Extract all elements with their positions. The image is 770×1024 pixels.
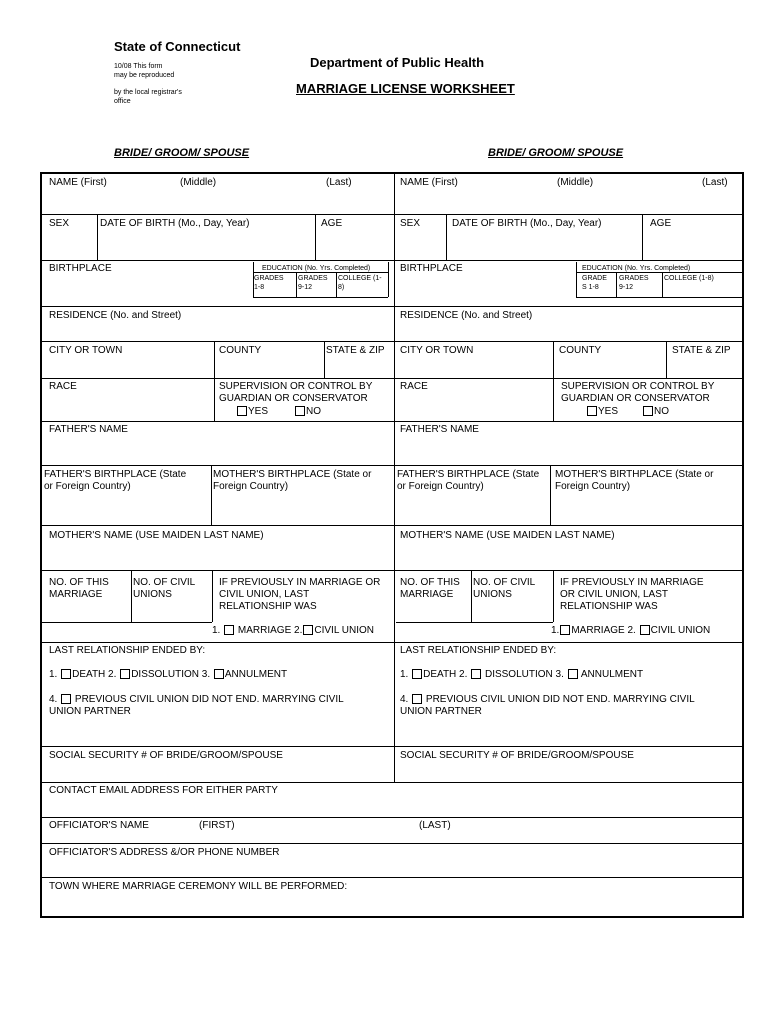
dissolution-label: DISSOLUTION 3. xyxy=(484,669,564,680)
annulment-label: ANNULMENT xyxy=(580,669,644,680)
father-birthplace-label: FATHER'S BIRTHPLACE (State xyxy=(44,469,187,480)
race-label: RACE xyxy=(49,381,77,392)
cell-line xyxy=(553,570,554,622)
father-birthplace-label: or Foreign Country) xyxy=(397,481,484,492)
marriage-checkbox[interactable] xyxy=(224,625,234,635)
row-line xyxy=(40,570,744,571)
state-zip-label: STATE & ZIP xyxy=(326,345,385,356)
cell-line xyxy=(40,622,212,623)
no-checkbox[interactable] xyxy=(643,406,653,416)
sex-label: SEX xyxy=(400,218,421,229)
option-number: 1. xyxy=(551,625,560,636)
supervision-yes-option[interactable] xyxy=(236,406,268,418)
cell-line xyxy=(396,622,553,623)
supervision-label: GUARDIAN OR CONSERVATOR xyxy=(561,393,710,404)
cell-line xyxy=(388,262,389,297)
cell-line xyxy=(642,214,643,260)
previous-relationship-label: IF PREVIOUSLY IN MARRIAGE OR xyxy=(219,577,381,588)
civil-union-label: CIVIL UNION xyxy=(314,625,375,636)
grades-1-8-label: GRADE xyxy=(582,275,607,282)
name-middle-label: (Middle) xyxy=(180,177,217,188)
cell-line xyxy=(616,272,617,297)
college-label: 8) xyxy=(338,284,345,291)
cell-line xyxy=(211,465,212,525)
reproduction-note: may be reproduced xyxy=(114,72,175,79)
marriage-label: MARRIAGE 2. xyxy=(571,625,636,636)
registrar-note: by the local registrar's xyxy=(114,89,182,96)
cell-line xyxy=(336,272,337,297)
cell-line xyxy=(576,262,577,297)
mother-birthplace-label: Foreign Country) xyxy=(555,481,631,492)
name-first-label: NAME (First) xyxy=(400,177,458,188)
college-label: COLLEGE (1-8) xyxy=(664,275,714,282)
previous-civil-union-checkbox[interactable] xyxy=(412,694,422,704)
no-civil-unions-label: NO. OF CIVIL xyxy=(133,577,196,588)
previous-civil-union-option xyxy=(400,694,695,706)
row-line xyxy=(40,306,744,307)
cell-line xyxy=(324,341,325,378)
cell-line xyxy=(446,214,447,260)
cell-line xyxy=(212,570,213,622)
civil-union-checkbox[interactable] xyxy=(303,625,313,635)
no-civil-unions-label: UNIONS xyxy=(473,589,512,600)
previous-civil-union-option xyxy=(49,694,344,706)
death-label: DEATH 2. xyxy=(423,669,468,680)
birthplace-label: BIRTHPLACE xyxy=(49,263,112,274)
fathers-name-label: FATHER'S NAME xyxy=(400,424,479,435)
marriage-label: MARRIAGE 2. xyxy=(237,625,303,636)
dob-label: DATE OF BIRTH (Mo., Day, Year) xyxy=(452,218,602,229)
dissolution-label: DISSOLUTION 3. xyxy=(131,669,211,680)
relationship-type-options xyxy=(551,625,710,637)
yes-checkbox[interactable] xyxy=(237,406,247,416)
no-civil-unions-label: NO. OF CIVIL xyxy=(473,577,536,588)
annulment-checkbox[interactable] xyxy=(214,669,224,679)
cell-line xyxy=(471,570,472,622)
ssn-label: SOCIAL SECURITY # OF BRIDE/GROOM/SPOUSE xyxy=(49,750,283,761)
row-line xyxy=(40,260,744,261)
previous-relationship-label: RELATIONSHIP WAS xyxy=(219,601,317,612)
worksheet-frame xyxy=(40,172,744,918)
city-label: CITY OR TOWN xyxy=(400,345,474,356)
row-line xyxy=(40,465,744,466)
row-line xyxy=(40,642,744,643)
previous-civil-union-label: PREVIOUS CIVIL UNION DID NOT END. MARRYING CIVIL xyxy=(425,694,695,705)
supervision-label: GUARDIAN OR CONSERVATOR xyxy=(219,393,368,404)
marriage-checkbox[interactable] xyxy=(560,625,570,635)
race-label: RACE xyxy=(400,381,428,392)
relationship-ended-label: LAST RELATIONSHIP ENDED BY: xyxy=(400,645,557,656)
cell-line xyxy=(550,465,551,525)
no-civil-unions-label: UNIONS xyxy=(133,589,172,600)
no-label: NO xyxy=(306,406,321,417)
department-title: Department of Public Health xyxy=(310,55,485,70)
death-label: DEATH 2. xyxy=(72,669,117,680)
cell-line xyxy=(742,262,743,297)
option-number: 4. xyxy=(49,694,58,705)
previous-relationship-label: CIVIL UNION, LAST xyxy=(219,589,310,600)
left-column-heading: BRIDE/ GROOM/ SPOUSE xyxy=(114,147,250,159)
county-label: COUNTY xyxy=(559,345,602,356)
supervision-label: SUPERVISION OR CONTROL BY xyxy=(219,381,373,392)
option-number: 4. xyxy=(400,694,409,705)
cell-line xyxy=(662,272,663,297)
civil-union-label: CIVIL UNION xyxy=(650,625,711,636)
officiant-name-label: OFFICIATOR'S NAME xyxy=(49,820,149,831)
column-divider xyxy=(394,172,395,782)
age-label: AGE xyxy=(650,218,672,229)
annulment-checkbox[interactable] xyxy=(568,669,578,679)
supervision-no-option[interactable] xyxy=(294,406,321,418)
cell-line xyxy=(315,214,316,260)
mother-birthplace-label: Foreign Country) xyxy=(213,481,289,492)
row-line xyxy=(40,421,744,422)
ssn-label: SOCIAL SECURITY # OF BRIDE/GROOM/SPOUSE xyxy=(400,750,634,761)
previous-relationship-label: RELATIONSHIP WAS xyxy=(560,601,658,612)
ended-by-options xyxy=(400,669,643,681)
option-number: 1. xyxy=(212,625,221,636)
ceremony-town-label: TOWN WHERE MARRIAGE CEREMONY WILL BE PERFORMED: xyxy=(49,881,348,892)
no-label: NO xyxy=(654,406,669,417)
cell-line xyxy=(296,272,297,297)
supervision-label: SUPERVISION OR CONTROL BY xyxy=(561,381,715,392)
education-label: EDUCATION (No. Yrs. Completed) xyxy=(582,265,691,272)
previous-relationship-label: OR CIVIL UNION, LAST xyxy=(560,589,668,600)
mother-birthplace-label: MOTHER'S BIRTHPLACE (State or xyxy=(555,469,714,480)
name-last-label: (Last) xyxy=(702,177,728,188)
supervision-yes-option[interactable] xyxy=(586,406,618,418)
contact-email-label: CONTACT EMAIL ADDRESS FOR EITHER PARTY xyxy=(49,785,278,796)
relationship-type-options xyxy=(212,625,374,637)
option-number: 1. xyxy=(49,669,58,680)
previous-relationship-label: IF PREVIOUSLY IN MARRIAGE xyxy=(560,577,704,588)
mother-birthplace-label: MOTHER'S BIRTHPLACE (State or xyxy=(213,469,372,480)
grades-1-8-label: GRADES xyxy=(254,275,284,282)
residence-label: RESIDENCE (No. and Street) xyxy=(49,310,182,321)
grades-1-8-label: 1-8 xyxy=(254,284,265,291)
relationship-ended-label: LAST RELATIONSHIP ENDED BY: xyxy=(49,645,206,656)
right-column-heading: BRIDE/ GROOM/ SPOUSE xyxy=(488,147,624,159)
row-line xyxy=(40,782,744,783)
grades-9-12-label: GRADES xyxy=(619,275,649,282)
yes-checkbox[interactable] xyxy=(587,406,597,416)
row-line xyxy=(40,525,744,526)
dob-label: DATE OF BIRTH (Mo., Day, Year) xyxy=(100,218,250,229)
reproduction-note: 10/08 This form xyxy=(114,63,163,70)
no-marriage-label: MARRIAGE xyxy=(400,589,454,600)
cell-line xyxy=(576,297,742,298)
death-checkbox[interactable] xyxy=(412,669,422,679)
dissolution-checkbox[interactable] xyxy=(120,669,130,679)
death-checkbox[interactable] xyxy=(61,669,71,679)
no-marriage-label: MARRIAGE xyxy=(49,589,103,600)
father-birthplace-label: FATHER'S BIRTHPLACE (State xyxy=(397,469,540,480)
yes-label: YES xyxy=(598,406,619,417)
row-line xyxy=(40,877,744,878)
no-checkbox[interactable] xyxy=(295,406,305,416)
row-line xyxy=(40,378,744,379)
grades-9-12-label: 9-12 xyxy=(619,284,634,291)
row-line xyxy=(40,214,744,215)
father-birthplace-label: or Foreign Country) xyxy=(44,481,131,492)
name-middle-label: (Middle) xyxy=(557,177,594,188)
cell-line xyxy=(214,341,215,421)
cell-line xyxy=(253,297,388,298)
row-line xyxy=(40,817,744,818)
row-line xyxy=(40,843,744,844)
mothers-name-label: MOTHER'S NAME (USE MAIDEN LAST NAME) xyxy=(49,530,264,541)
row-line xyxy=(40,746,744,747)
cell-line xyxy=(131,570,132,622)
county-label: COUNTY xyxy=(219,345,262,356)
officiant-last-label: (LAST) xyxy=(419,820,451,831)
no-marriage-label: NO. OF THIS xyxy=(400,577,460,588)
yes-label: YES xyxy=(248,406,269,417)
birthplace-label: BIRTHPLACE xyxy=(400,263,463,274)
state-title: State of Connecticut xyxy=(114,39,241,54)
supervision-no-option[interactable] xyxy=(642,406,669,418)
dissolution-checkbox[interactable] xyxy=(471,669,481,679)
education-label: EDUCATION (No. Yrs. Completed) xyxy=(262,265,371,272)
civil-union-checkbox[interactable] xyxy=(640,625,650,635)
college-label: COLLEGE (1- xyxy=(338,275,382,282)
grades-1-8-label: S 1-8 xyxy=(582,284,599,291)
ended-by-options xyxy=(49,669,287,681)
no-marriage-label: NO. OF THIS xyxy=(49,577,109,588)
name-last-label: (Last) xyxy=(326,177,352,188)
grades-9-12-label: 9-12 xyxy=(298,284,313,291)
fathers-name-label: FATHER'S NAME xyxy=(49,424,128,435)
cell-line xyxy=(97,214,98,260)
residence-label: RESIDENCE (No. and Street) xyxy=(400,310,533,321)
name-first-label: NAME (First) xyxy=(49,177,107,188)
previous-civil-union-label: PREVIOUS CIVIL UNION DID NOT END. MARRYING CIVIL xyxy=(74,694,344,705)
previous-civil-union-label: UNION PARTNER xyxy=(49,706,131,717)
option-number: 1. xyxy=(400,669,409,680)
cell-line xyxy=(553,341,554,421)
form-title: MARRIAGE LICENSE WORKSHEET xyxy=(296,81,515,96)
officiant-address-label: OFFICIATOR'S ADDRESS &/OR PHONE NUMBER xyxy=(49,847,280,858)
cell-line xyxy=(666,341,667,378)
state-zip-label: STATE & ZIP xyxy=(672,345,731,356)
sex-label: SEX xyxy=(49,218,70,229)
previous-civil-union-label: UNION PARTNER xyxy=(400,706,482,717)
city-label: CITY OR TOWN xyxy=(49,345,123,356)
mothers-name-label: MOTHER'S NAME (USE MAIDEN LAST NAME) xyxy=(400,530,615,541)
registrar-note: office xyxy=(114,98,131,105)
age-label: AGE xyxy=(321,218,343,229)
annulment-label: ANNULMENT xyxy=(224,669,288,680)
previous-civil-union-checkbox[interactable] xyxy=(61,694,71,704)
grades-9-12-label: GRADES xyxy=(298,275,328,282)
row-line xyxy=(40,341,744,342)
officiant-first-label: (FIRST) xyxy=(199,820,235,831)
